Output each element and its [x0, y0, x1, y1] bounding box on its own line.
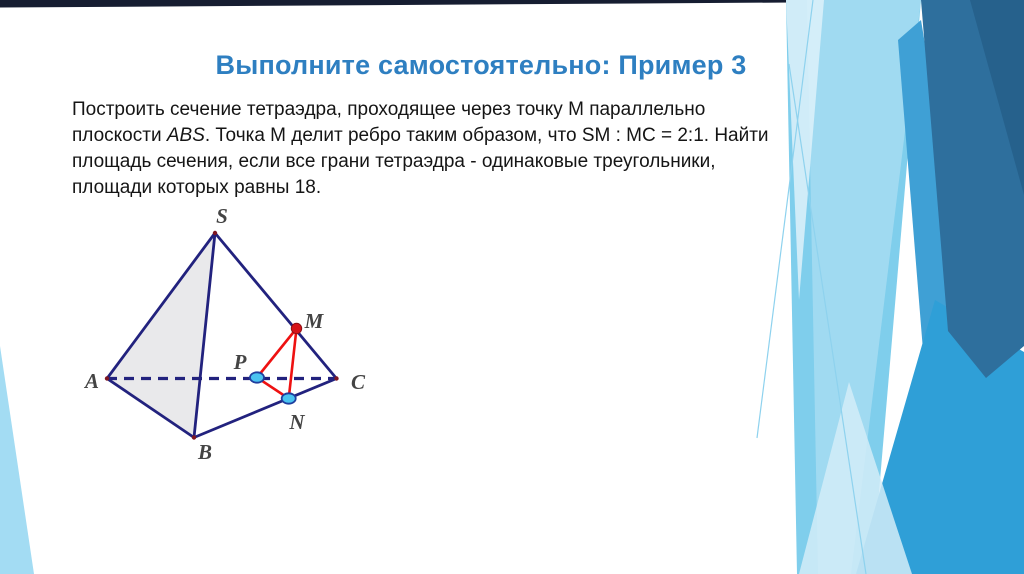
vertex-dot-b	[192, 435, 196, 439]
slide-title: Выполните самостоятельно: Пример 3	[215, 50, 747, 80]
section-triangle-mpn	[257, 329, 297, 399]
left-corner-triangle	[0, 346, 34, 574]
line-2-part-c: . Точка M делит ребро таким образом, что SM : MC = 2:1. Найти	[204, 125, 769, 146]
vertex-dot-a	[105, 376, 109, 380]
point-dot-m	[291, 323, 301, 333]
label-c: C	[350, 370, 366, 394]
edge-bc	[194, 379, 337, 438]
tetrahedron-diagram	[83, 204, 366, 464]
label-s: S	[216, 204, 228, 228]
problem-text-line-4: площади которых равны 18.	[72, 177, 322, 198]
face-sab-shaded	[107, 233, 215, 438]
problem-text-line-2	[72, 123, 802, 149]
top-border-bar	[0, 0, 802, 8]
label-b: B	[197, 440, 213, 464]
vertex-dot-c	[334, 376, 338, 380]
point-dot-n	[282, 393, 296, 403]
right-facet-decoration	[757, 0, 1024, 574]
label-m: M	[304, 309, 324, 333]
problem-text-line-1: Построить сечение тетраэдра, проходящее через точку M параллельно	[72, 99, 706, 120]
label-a: A	[84, 369, 100, 393]
label-p: P	[233, 350, 247, 374]
label-n: N	[289, 410, 305, 434]
line-2-part-a: плоскости	[72, 125, 167, 146]
problem-text-line-3: площадь сечения, если все грани тетраэдра - одинаковые треугольники,	[72, 151, 716, 172]
point-dot-p	[250, 372, 264, 382]
problem-statement	[72, 97, 802, 201]
vertex-dot-s	[213, 231, 217, 235]
line-2-plane-name: ABS	[166, 125, 205, 146]
